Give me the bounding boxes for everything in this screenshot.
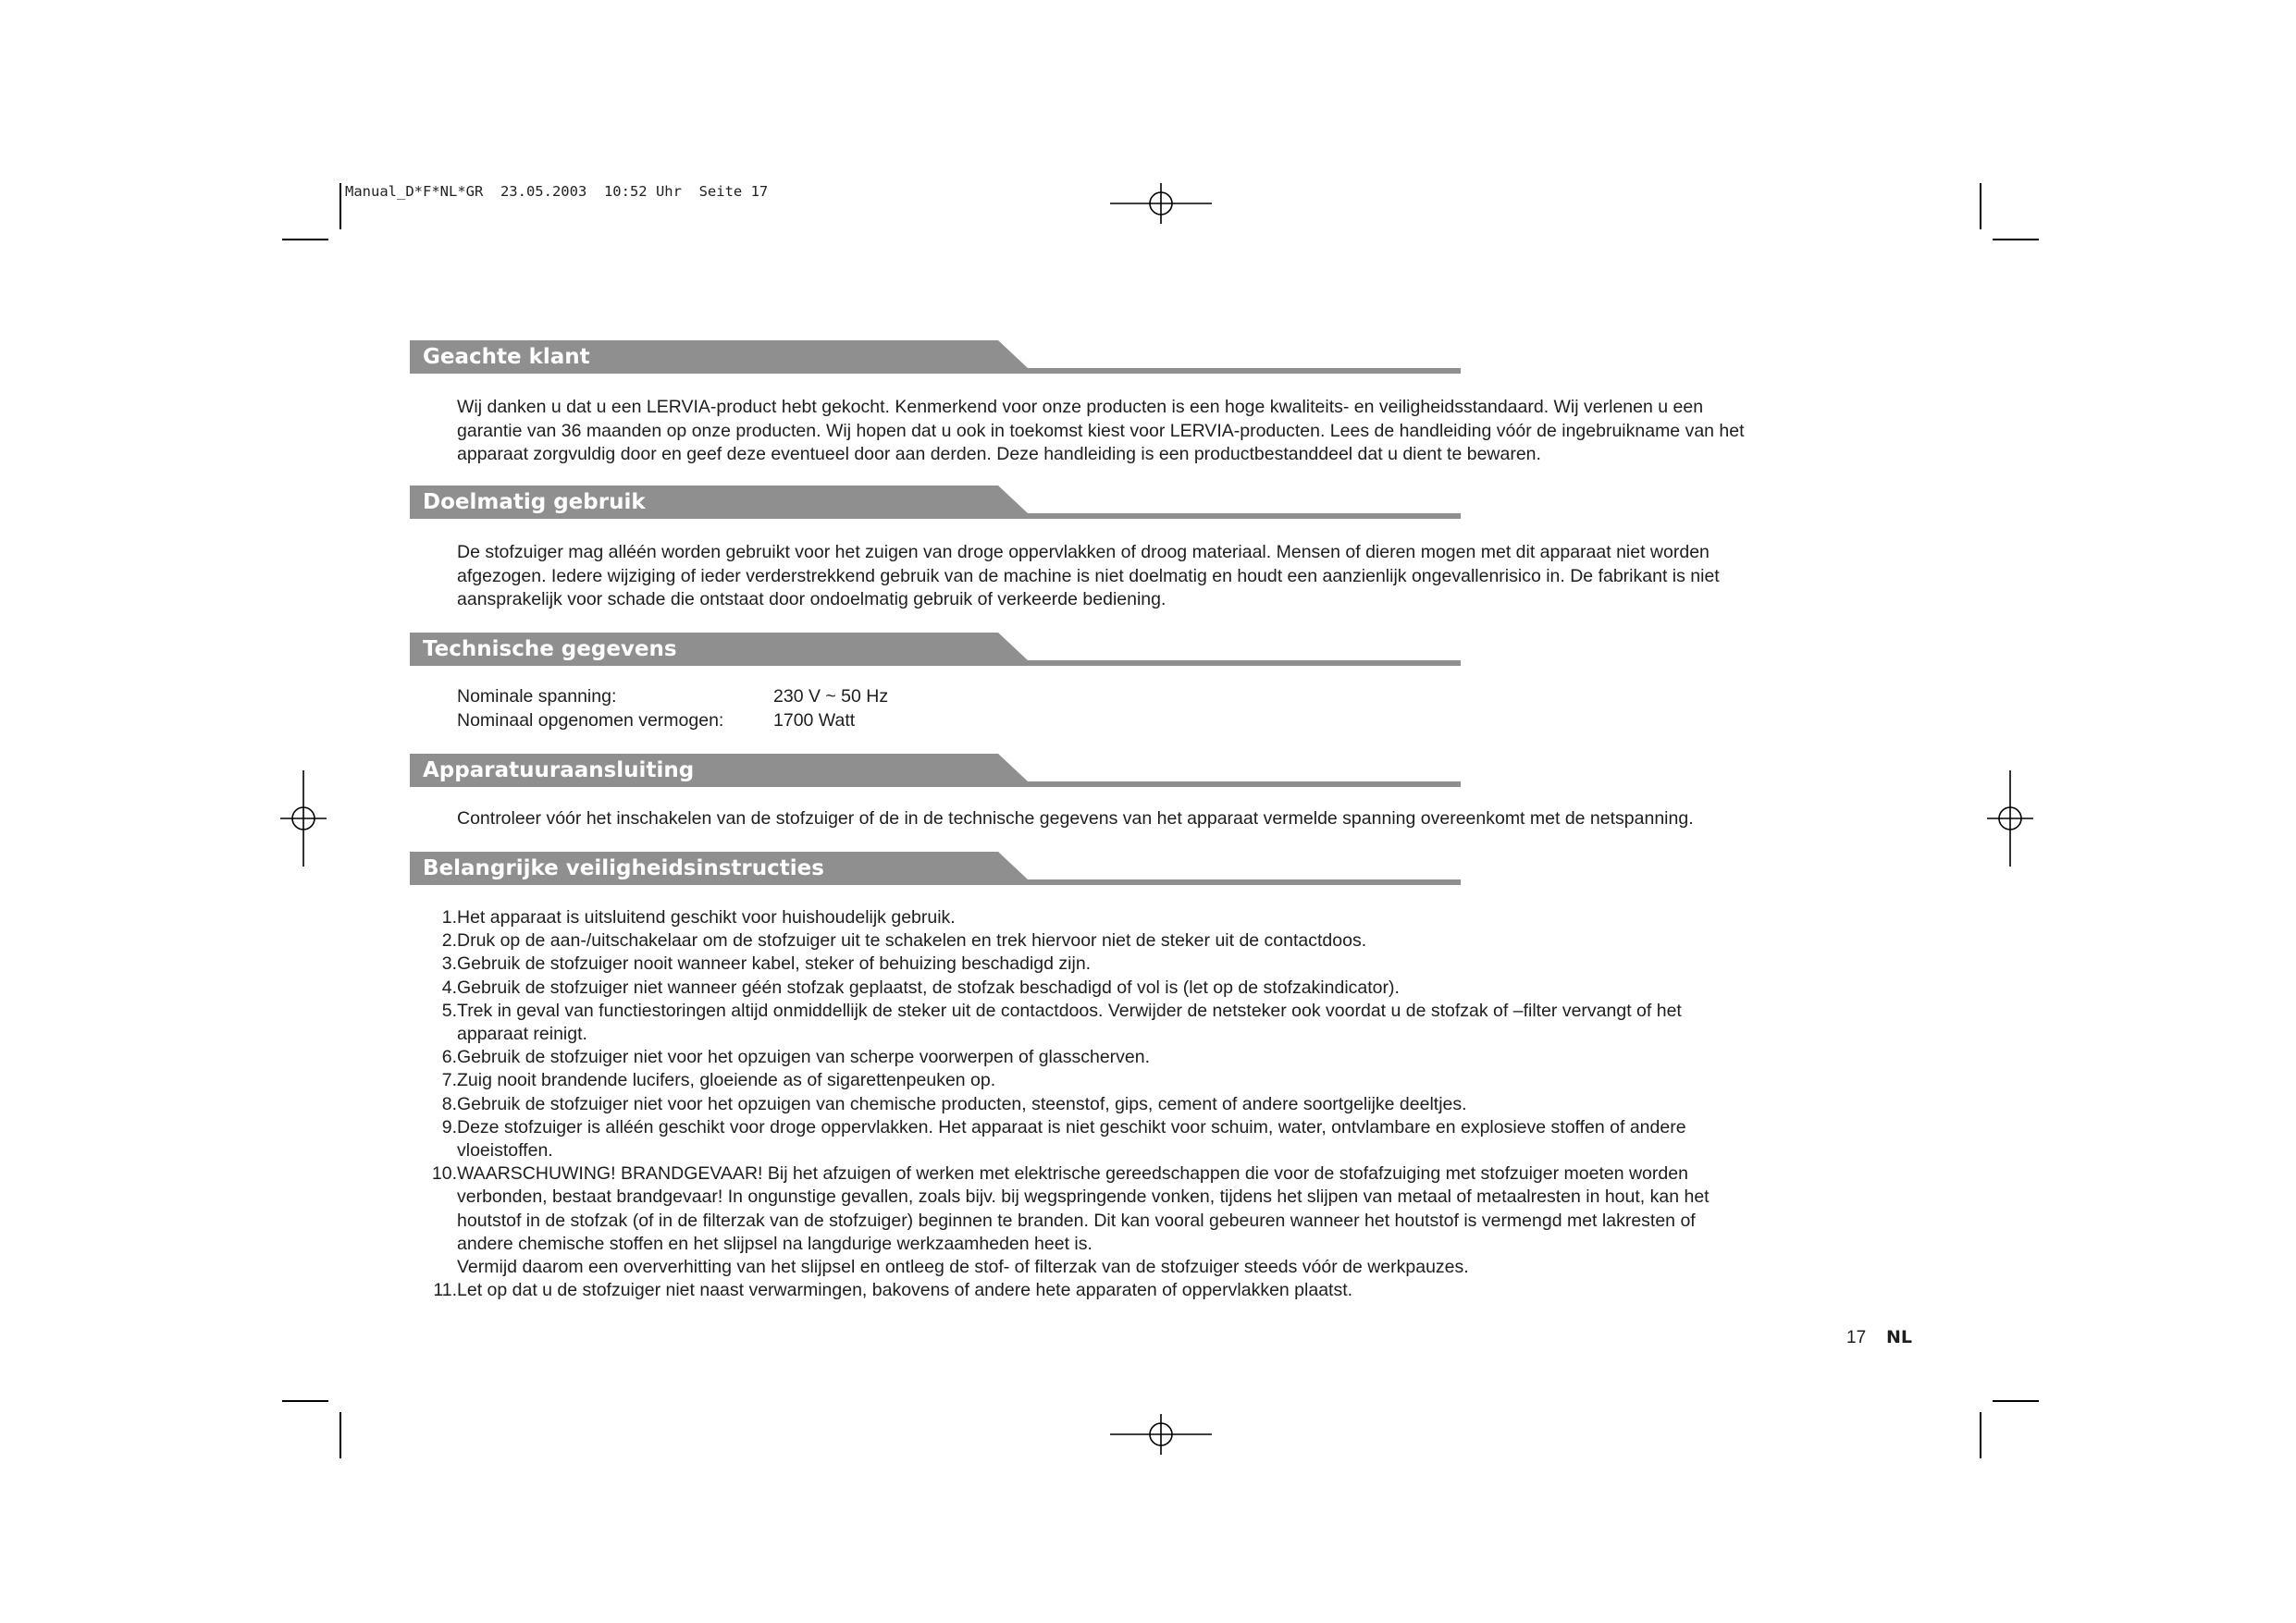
list-item-line: houtstof in de stofzak (of in de filterzak van de stofzuiger) beginnen te branden. Dit kan vooral gebeuren wanneer het houtstof is vermengd met lakresten of xyxy=(457,1210,1696,1231)
list-item-text xyxy=(457,1162,1835,1279)
spec-label: Nominaal opgenomen vermogen: xyxy=(457,709,724,731)
technical-specs xyxy=(457,685,888,732)
registration-mark-left xyxy=(280,770,327,867)
list-item-line: Gebruik de stofzuiger niet voor het opzuigen van chemische producten, steenstof, gips, cement of andere soortgelijke deeltjes. xyxy=(457,1093,1467,1114)
list-item-text xyxy=(457,1046,1835,1069)
section-title: Technische gegevens xyxy=(423,637,677,661)
list-item xyxy=(410,977,1890,1000)
list-item-number xyxy=(410,929,457,953)
crop-mark-br-v xyxy=(1980,1412,1981,1458)
list-item-line: Gebruik de stofzuiger nooit wanneer kabel, steker of behuizing beschadigd zijn. xyxy=(457,953,1092,975)
paragraph-line: De stofzuiger mag alléén worden gebruikt voor het zuigen van droge oppervlakken of droog materiaal. Mensen of dieren mogen met dit apparaat niet worden xyxy=(457,542,1710,562)
list-item-text xyxy=(457,953,1835,976)
list-item-line: WAARSCHUWING! BRANDGEVAAR! Bij het afzuigen of werken met elektrische gereedschappen die voor de stofafzuiging met stofzuiger moeten worden xyxy=(457,1163,1688,1185)
list-number-text: 9. xyxy=(441,1116,457,1137)
list-item-number xyxy=(410,906,457,929)
list-item-number xyxy=(410,1116,457,1162)
spec-value: 230 V ~ 50 Hz xyxy=(773,686,889,707)
crop-mark-br-h xyxy=(1993,1400,2039,1402)
list-item xyxy=(410,1000,1890,1046)
crop-mark-tl-h xyxy=(282,239,328,240)
page-number: 17 xyxy=(1846,1328,1867,1347)
list-item xyxy=(410,1116,1890,1162)
list-number-text: 4. xyxy=(441,977,457,998)
crop-mark-bl-h xyxy=(282,1400,328,1402)
list-item-line: Gebruik de stofzuiger niet wanneer géén stofzak geplaatst, de stofzak beschadigd of vol is (let op de stofzakindicator). xyxy=(457,977,1400,998)
list-item-number xyxy=(410,1279,457,1302)
section-header-greeting xyxy=(410,340,1461,374)
registration-mark-bottom xyxy=(1110,1414,1212,1455)
list-number-text: 3. xyxy=(441,953,457,975)
section-header-intended-use xyxy=(410,486,1461,519)
list-item-text xyxy=(457,906,1835,929)
list-item-line: verbonden, bestaat brandgevaar! In ongunstige gevallen, zoals bijv. bij wegspringende vonken, tijdens het slijpen van metaal of metaalresten in hout, kan het xyxy=(457,1187,1710,1208)
greeting-paragraph xyxy=(457,396,1882,467)
list-item-line: Trek in geval van functiestoringen altijd onmiddellijk de steker uit de contactdoos. Verwijder de netsteker ook voordat u de stofzak of –filter vervangt of het xyxy=(457,1000,1682,1021)
list-item xyxy=(410,929,1890,953)
list-number-text: 8. xyxy=(441,1093,457,1114)
section-header-safety xyxy=(410,852,1461,885)
section-header-connection xyxy=(410,754,1461,787)
safety-instructions-list xyxy=(410,906,1890,1302)
list-number-text: 5. xyxy=(441,1000,457,1021)
list-number-text: 11. xyxy=(433,1280,457,1301)
list-item-line: Gebruik de stofzuiger niet voor het opzuigen van scherpe voorwerpen of glasscherven. xyxy=(457,1047,1151,1068)
list-item-line: Vermijd daarom een oververhitting van het slijpsel en ontleeg de stof- of filterzak van de stofzuiger steeds vóór de werkpauzes. xyxy=(457,1257,1469,1278)
list-item-line: vloeistoffen. xyxy=(457,1140,553,1162)
language-code: NL xyxy=(1886,1327,1913,1347)
connection-paragraph xyxy=(457,807,1882,831)
print-slug: Manual_D*F*NL*GR 23.05.2003 10:52 Uhr Seite 17 xyxy=(345,183,769,200)
section-title: Belangrijke veiligheidsinstructies xyxy=(423,856,824,880)
list-number-text: 7. xyxy=(441,1070,457,1091)
list-item-text xyxy=(457,1000,1835,1046)
list-item-text xyxy=(457,977,1835,1000)
list-item-text xyxy=(457,929,1835,953)
crop-mark-tl-v xyxy=(339,183,341,229)
list-number-text: 10. xyxy=(431,1163,457,1185)
list-item-line: Let op dat u de stofzuiger niet naast verwarmingen, bakovens of andere hete apparaten of oppervlakken plaatst. xyxy=(457,1280,1353,1301)
list-item xyxy=(410,906,1890,929)
section-title: Apparatuuraansluiting xyxy=(423,758,695,782)
list-number-text: 1. xyxy=(441,907,457,928)
paragraph-line: aansprakelijk voor schade die ontstaat door ondoelmatig gebruik of verkeerde bediening. xyxy=(457,589,1167,609)
registration-mark-top xyxy=(1110,183,1212,224)
crop-mark-tr-v xyxy=(1980,183,1981,229)
list-item-line: Het apparaat is uitsluitend geschikt voor huishoudelijk gebruik. xyxy=(457,907,956,928)
list-item-number xyxy=(410,1000,457,1046)
spec-label: Nominale spanning: xyxy=(457,686,617,707)
spec-row-power xyxy=(457,709,888,733)
list-item-number xyxy=(410,977,457,1000)
list-item-line: apparaat reinigt. xyxy=(457,1024,587,1045)
intended-use-paragraph xyxy=(457,541,1882,612)
paragraph-line: apparaat zorgvuldig door en geef deze eventueel door aan derden. Deze handleiding is een productbestanddeel dat u dient te bewaren. xyxy=(457,444,1541,464)
paragraph-line: Controleer vóór het inschakelen van de stofzuiger of de in de technische gegevens van het apparaat vermelde spanning overeenkomt met de netspanning. xyxy=(457,808,1694,829)
spec-row-voltage xyxy=(457,685,888,709)
list-item-number xyxy=(410,953,457,976)
list-item xyxy=(410,1162,1890,1279)
list-item-number xyxy=(410,1093,457,1116)
list-item-line: Zuig nooit brandende lucifers, gloeiende as of sigarettenpeuken op. xyxy=(457,1070,996,1091)
list-item-text xyxy=(457,1116,1835,1162)
list-item xyxy=(410,1279,1890,1302)
list-item-text xyxy=(457,1069,1835,1092)
list-item xyxy=(410,1069,1890,1092)
list-item xyxy=(410,953,1890,976)
section-title: Geachte klant xyxy=(423,345,590,369)
list-number-text: 2. xyxy=(441,930,457,952)
list-item-text xyxy=(457,1093,1835,1116)
list-item-number xyxy=(410,1069,457,1092)
paragraph-line: afgezogen. Iedere wijziging of ieder verderstrekkend gebruik van de machine is niet doelmatig en houdt een aanzienlijk ongevallenrisico in. De fabrikant is niet xyxy=(457,565,1720,586)
list-number-text: 6. xyxy=(441,1047,457,1068)
registration-mark-right xyxy=(1987,770,2033,867)
list-item xyxy=(410,1046,1890,1069)
list-item-line: andere chemische stoffen en het slijpsel na langdurige werkzaamheden heet is. xyxy=(457,1233,1092,1254)
paragraph-line: Wij danken u dat u een LERVIA-product hebt gekocht. Kenmerkend voor onze producten is een hoge kwaliteits- en veiligheidsstandaard. Wij verlenen u een xyxy=(457,397,1704,417)
list-item-line: Druk op de aan-/uitschakelaar om de stofzuiger uit te schakelen en trek hiervoor niet de steker uit de contactdoos. xyxy=(457,930,1367,952)
list-item-text xyxy=(457,1279,1835,1302)
list-item-number xyxy=(410,1046,457,1069)
list-item-line: Deze stofzuiger is alléén geschikt voor droge oppervlakken. Het apparaat is niet geschikt voor schuim, water, ontvlambare en explosieve stoffen of andere xyxy=(457,1116,1686,1137)
section-header-technical xyxy=(410,633,1461,666)
section-title: Doelmatig gebruik xyxy=(423,490,646,514)
crop-mark-bl-v xyxy=(339,1412,341,1458)
list-item-number xyxy=(410,1162,457,1279)
paragraph-line: garantie van 36 maanden op onze producten. Wij hopen dat u ook in toekomst kiest voor LERVIA-producten. Lees de handleiding vóór de ingebruikname van het xyxy=(457,420,1745,441)
list-item xyxy=(410,1093,1890,1116)
spec-value: 1700 Watt xyxy=(773,709,856,731)
crop-mark-tr-h xyxy=(1993,239,2039,240)
